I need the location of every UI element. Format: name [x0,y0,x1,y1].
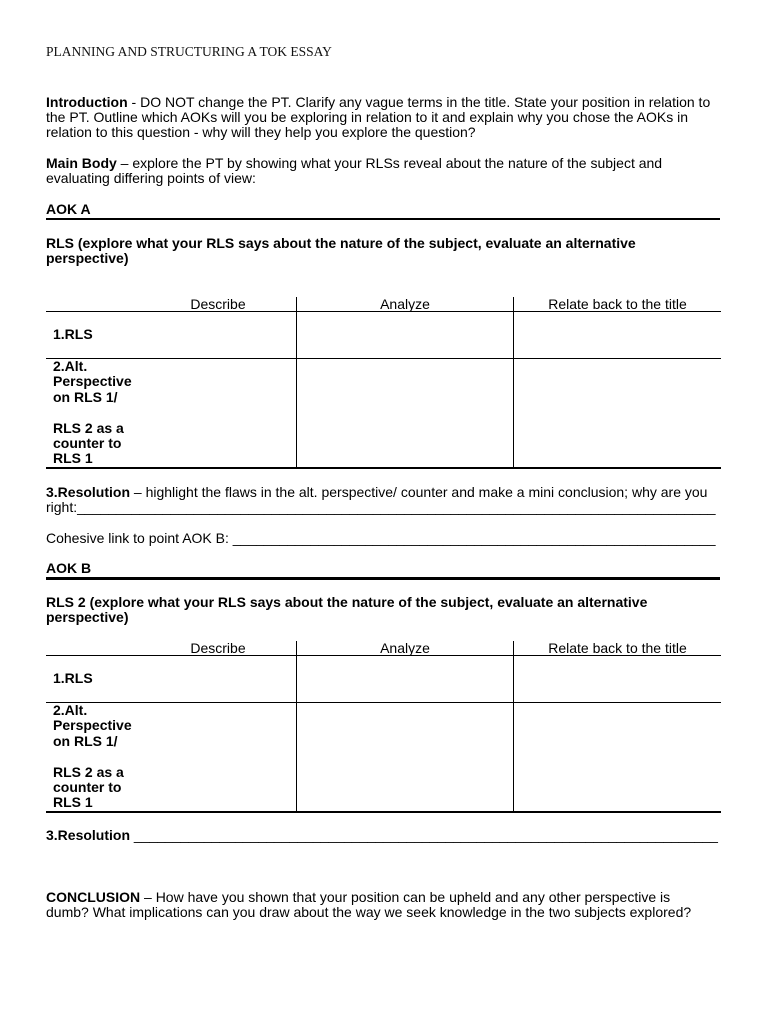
aok-a-heading: AOK A [46,202,720,220]
table-header-describe: Describe [140,641,297,656]
row-label-line: on RLS 1/ [53,388,118,405]
conclusion-label: CONCLUSION [46,889,141,905]
table-row-label-rls [46,312,140,359]
introduction-text: - DO NOT change the PT. Clarify any vague terms in the title. State your position in relation to [127,94,711,110]
aok-b-resolution [46,828,718,843]
aok-b-resolution-line [46,828,718,843]
introduction-label: Introduction [46,94,128,110]
introduction-paragraph [46,95,710,140]
row-label-line: RLS 1 [53,450,93,467]
introduction-line-1 [46,95,710,110]
row-label-text: 1.RLS [53,326,93,343]
row-label-line: Perspective [53,373,132,390]
table-cell-describe [140,312,297,359]
aok-b-rls-line-1: RLS 2 (explore what your RLS says about the nature of the subject, evaluate an alternative [46,594,648,610]
aok-a-resolution-line-2: right:__________________________________________________________________________________ [46,499,716,515]
table-cell-analyze [297,656,514,703]
main-body-line-1 [46,156,662,171]
row-label-line: counter to [53,778,122,795]
table-row-label-alt-perspective [46,359,140,469]
aok-a-rls-line-2: perspective) [46,250,129,266]
conclusion-line-1 [46,890,691,905]
row-label-line [53,749,140,764]
introduction-line-2: the PT. Outline which AOKs will you be exploring in relation to it and explain why you chose the AOKs in [46,109,689,125]
aok-a-resolution-line-1 [46,485,716,500]
aok-b-rls-heading [46,595,647,625]
aok-a-rls-heading [46,236,636,266]
aok-b-rls-line-2: perspective) [46,609,129,625]
resolution-text: – highlight the flaws in the alt. perspective/ counter and make a mini conclusion; why are you [130,484,708,500]
table-cell-relate [514,312,721,359]
table-cell-relate [514,359,721,469]
row-label-line: RLS 2 as a [53,763,124,780]
aok-b-table [46,641,721,813]
table-header-empty [46,641,140,656]
aok-a-rls-line-1: RLS (explore what your RLS says about the nature of the subject, evaluate an alternative [46,235,636,251]
table-row-label-alt-perspective [46,703,140,813]
table-cell-relate [514,703,721,813]
table-row-label-rls [46,656,140,703]
row-label-line: 2.Alt. [53,702,88,718]
document-title: PLANNING AND STRUCTURING A TOK ESSAY [46,44,332,59]
row-label-line: 2.Alt. [53,358,88,374]
row-label-line: RLS 1 [53,794,93,811]
resolution-label: 3.Resolution [46,484,131,500]
table-cell-analyze [297,312,514,359]
row-label-text: 1.RLS [53,670,93,687]
main-body-paragraph [46,156,662,186]
resolution-label: 3.Resolution [46,827,131,843]
conclusion-paragraph [46,890,691,920]
row-label-line: on RLS 1/ [53,732,118,749]
conclusion-text: – How have you shown that your position can be upheld and any other perspective is [140,889,671,905]
main-body-text: – explore the PT by showing what your RLSs reveal about the nature of the subject and [116,155,663,171]
table-cell-describe [140,656,297,703]
table-header-relate: Relate back to the title [514,641,721,656]
table-header-analyze: Analyze [297,641,514,656]
main-body-line-2: evaluating differing points of view: [46,170,256,186]
table-header-analyze: Analyze [297,297,514,312]
aok-a-resolution [46,485,716,515]
table-cell-analyze [297,703,514,813]
table-cell-describe [140,359,297,469]
cohesive-link-line: Cohesive link to point AOK B: ______________________________________________________________ [46,530,716,546]
conclusion-line-2: dumb? What implications can you draw about the way we seek knowledge in the two subjects explored? [46,904,692,920]
row-label-line: Perspective [53,717,132,734]
aok-b-heading: AOK B [46,561,720,580]
table-cell-relate [514,656,721,703]
row-label-line: counter to [53,434,122,451]
table-cell-describe [140,703,297,813]
table-header-describe: Describe [140,297,297,312]
table-header-empty [46,297,140,312]
table-cell-analyze [297,359,514,469]
row-label-line: RLS 2 as a [53,419,124,436]
resolution-blank: ___________________________________________________________________________ [130,827,718,843]
aok-a-table [46,297,721,469]
main-body-label: Main Body [46,155,117,171]
table-header-relate: Relate back to the title [514,297,721,312]
introduction-line-3: relation to this question - why will they help you explore the question? [46,124,476,140]
row-label-line [53,405,140,420]
